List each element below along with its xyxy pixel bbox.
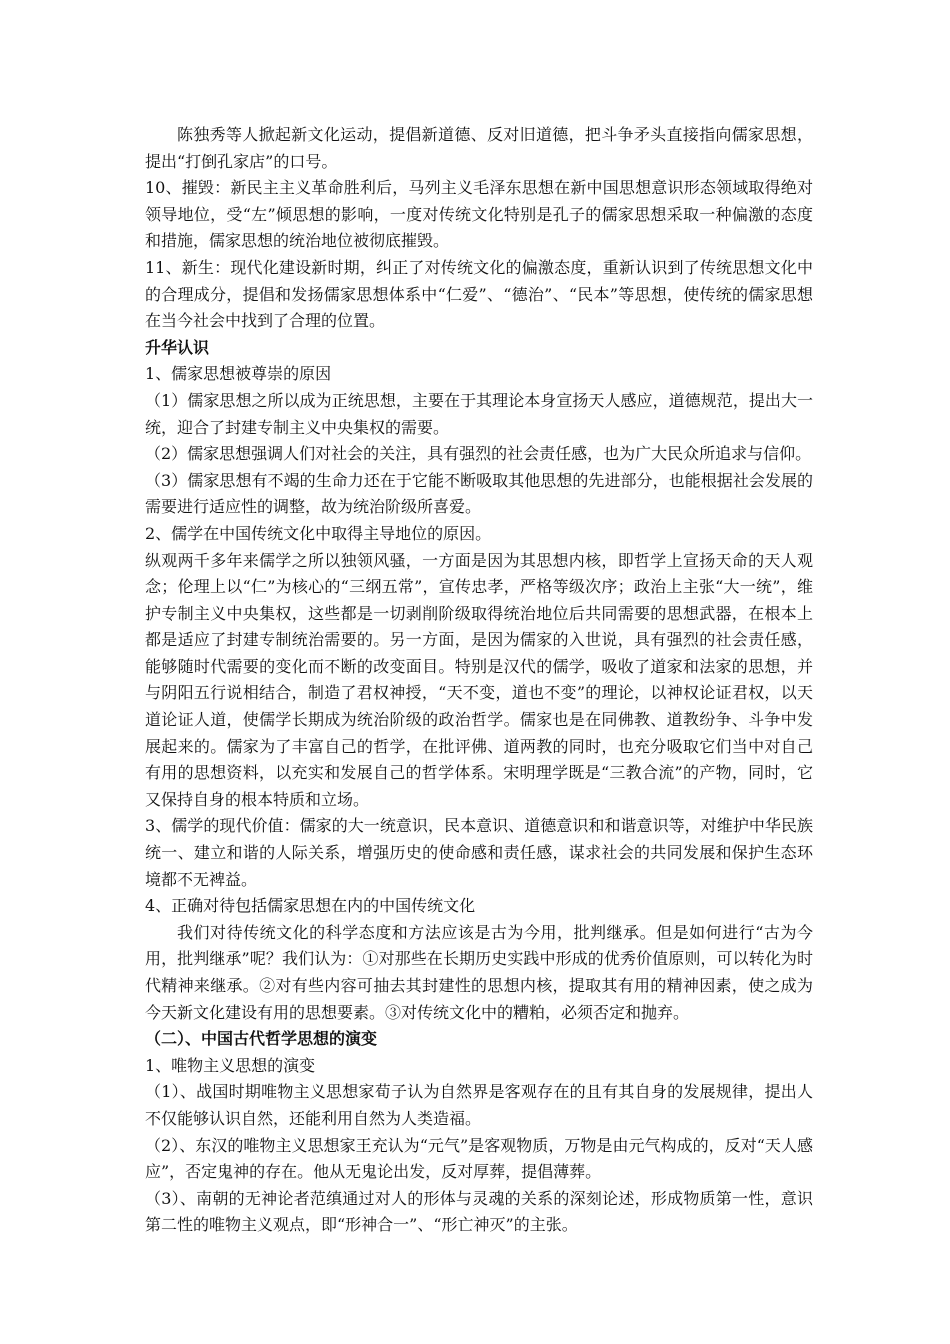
subheading-reasons-revered: 1、儒家思想被尊崇的原因	[145, 364, 332, 384]
paragraph-rebirth: 11、新生：现代化建设新时期，纠正了对传统文化的偏激态度，重新认识到了传统思想文化中的合理成分，提倡和发扬儒家思想体系中“仁爱”、“德治”、“民本”等思想，使传统的儒家思想在当今社会中找到了合理的位置。	[145, 257, 813, 331]
list-item-wangchong: （2）、东汉的唯物主义思想家王充认为“元气”是客观物质，万物是由元气构成的，反对“天人感应”，否定鬼神的存在。他从无鬼论出发，反对厚葬，提倡薄葬。	[145, 1135, 813, 1182]
paragraph-modern-value: 3、儒学的现代价值：儒家的大一统意识，民本意识、道德意识和和谐意识等，对维护中华民族统一、建立和谐的人际关系，增强历史的使命感和责任感，谋求社会的共同发展和保护生态环境都不无裨益。	[145, 816, 813, 889]
list-item-xunzi: （1）、战国时期唯物主义思想家荀子认为自然界是客观存在的且有其自身的发展规律，提出人不仅能够认识自然，还能利用自然为人类造福。	[145, 1082, 813, 1128]
subheading-dominant-reasons: 2、儒学在中国传统文化中取得主导地位的原因。	[145, 523, 492, 543]
paragraph-destruction: 10、摧毁：新民主主义革命胜利后，马列主义毛泽东思想在新中国思想意识形态领域取得绝对领导地位，受“左”倾思想的影响，一度对传统文化特别是孔子的儒家思想采取一种偏激的态度和措施，儒家思想的统治地位被彻底摧毁。	[145, 178, 813, 251]
section-heading-understanding: 升华认识	[145, 337, 210, 357]
list-item-reason-2: （2）儒家思想强调人们对社会的关注，具有强烈的社会责任感，也为广大民众所追求与信仰。	[145, 444, 812, 464]
list-item-fanzhen: （3）、南朝的无神论者范缜通过对人的形体与灵魂的关系的深刻论述，形成物质第一性，意识第二性的唯物主义观点，即“形神合一”、“形亡神灭”的主张。	[145, 1188, 813, 1235]
subheading-correct-attitude: 4、正确对待包括儒家思想在内的中国传统文化	[145, 896, 476, 916]
paragraph-new-culture-movement: 陈独秀等人掀起新文化运动，提倡新道德、反对旧道德，把斗争矛头直接指向儒家思想，提出“打倒孔家店”的口号。	[145, 125, 813, 171]
section-heading-philosophy-evolution: （二）、中国古代哲学思想的演变	[145, 1029, 378, 1049]
subheading-materialism: 1、唯物主义思想的演变	[145, 1055, 316, 1075]
list-item-reason-1: （1）儒家思想之所以成为正统思想，主要在于其理论本身宣扬天人感应，道德规范，提出大一统，迎合了封建专制主义中央集权的需要。	[145, 390, 813, 437]
paragraph-attitude-explanation: 我们对待传统文化的科学态度和方法应该是古为今用，批判继承。但是如何进行“古为今用，批判继承”呢？我们认为：①对那些在长期历史实践中形成的优秀价值原则，可以转化为时代精神来继承。②对有些内容可抽去其封建性的思想内核，提取其有用的精神因素，使之成为今天新文化建设有用的思想要素。③对传统文化中的糟粕，必须否定和抛弃。	[145, 922, 813, 1022]
list-item-reason-3: （3）儒家思想有不竭的生命力还在于它能不断吸取其他思想的先进部分，也能根据社会发展的需要进行适应性的调整，故为统治阶级所喜爱。	[145, 470, 813, 517]
document-body	[145, 122, 813, 1239]
paragraph-dominant-explanation: 纵观两千多年来儒学之所以独领风骚，一方面是因为其思想内核，即哲学上宣扬天命的天人观念；伦理上以“仁”为核心的“三纲五常”，宣传忠孝，严格等级次序；政治上主张“大一统”，维护专制主义中央集权，这些都是一切剥削阶级取得统治地位后共同需要的思想武器，在根本上都是适应了封建专制统治需要的。另一方面，是因为儒家的入世说，具有强烈的社会责任感，能够随时代需要的变化而不断的改变面目。特别是汉代的儒学，吸收了道家和法家的思想，并与阴阳五行说相结合，制造了君权神授，“天不变，道也不变”的理论，以神权论证君权，以天道论证人道，使儒学长期成为统治阶级的政治哲学。儒家也是在同佛教、道教纷争、斗争中发展起来的。儒家为了丰富自己的哲学，在批评佛、道两教的同时，也充分吸取它们当中对自己有用的思想资料，以充实和发展自己的哲学体系。宋明理学既是“三教合流”的产物，同时，它又保持自身的根本特质和立场。	[145, 550, 813, 809]
